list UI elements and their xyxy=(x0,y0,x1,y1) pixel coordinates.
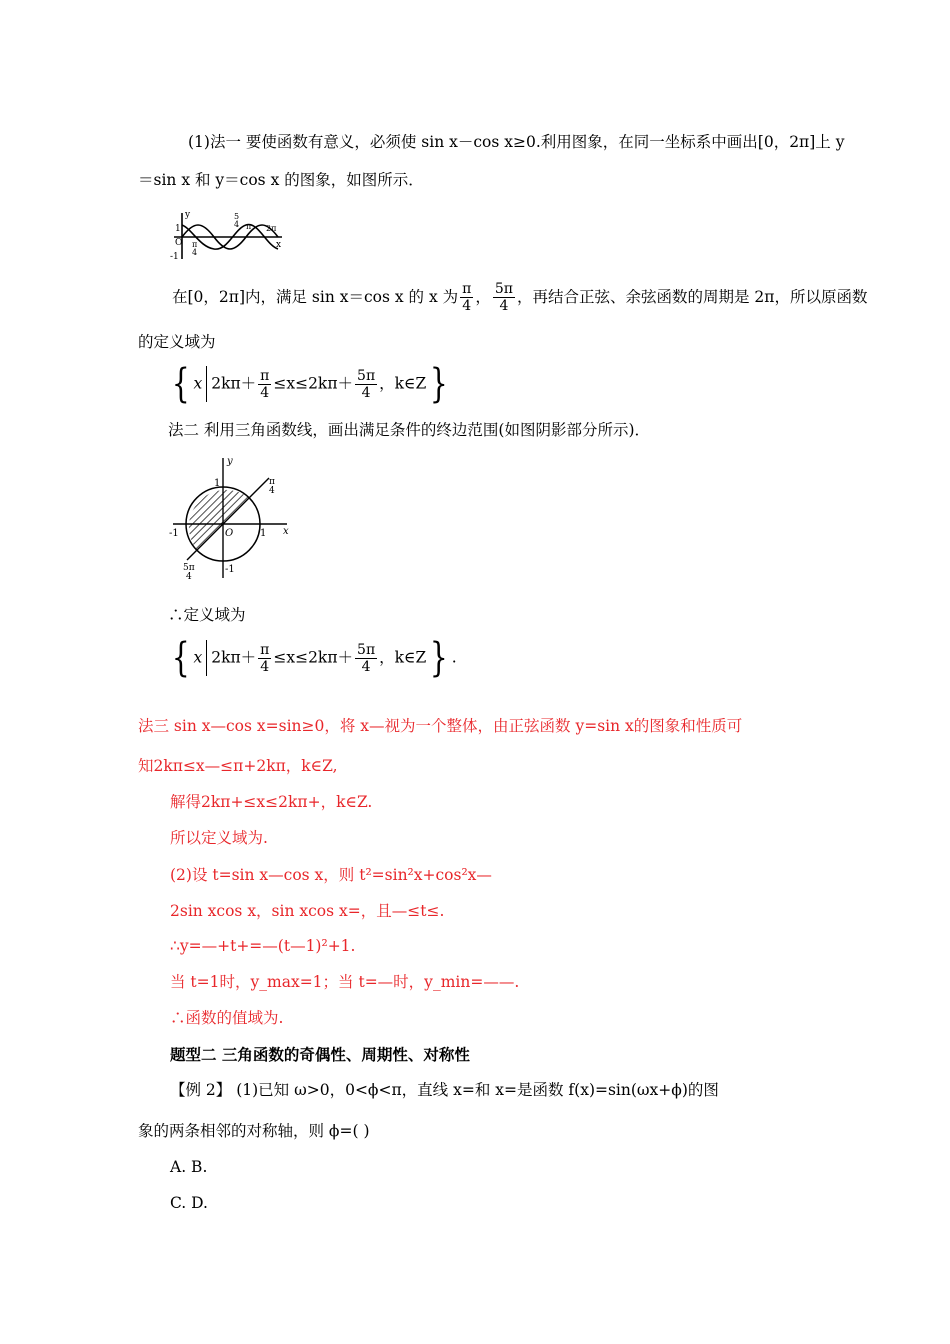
svg-text:-1: -1 xyxy=(169,528,179,539)
part-2-line-3: ∴y=—+t+=—(t—1)²+1. xyxy=(170,937,356,955)
svg-text:4: 4 xyxy=(269,486,275,496)
method-3-line-4: 所以定义域为. xyxy=(170,829,268,847)
section-heading: 题型二 三角函数的奇偶性、周期性、对称性 xyxy=(170,1045,470,1064)
fraction-5pi-4: $\frac{5\pi}{4}$ xyxy=(494,281,513,314)
part-2-line-5: ∴函数的值域为. xyxy=(170,1009,284,1027)
domain-set-1: { x 2kπ＋ $\frac{\pi}{4}$ ≤x≤2kπ＋ $\frac{5\pi}{4}$ ，k∈Z} xyxy=(171,361,448,407)
method-3-line-1: 法三 sin x—cos x=sin≥0，将 x—视为一个整体，由正弦函数 y=sin x的图象和性质可 xyxy=(138,717,743,735)
svg-text:1: 1 xyxy=(260,528,267,539)
label-minus-one: -1 xyxy=(170,252,179,262)
unit-circle-figure xyxy=(165,452,300,584)
method-2-text: 法二 利用三角函数线，画出满足条件的终边范围(如图阴影部分所示)． xyxy=(168,421,651,439)
example-2-line-1: 【例 2】 (1)已知 ω>0，0<ϕ<π，直线 x=和 x=是函数 f(x)=sin(ωx+ϕ)的图 xyxy=(170,1081,719,1099)
label-y: y xyxy=(185,210,191,220)
svg-text:4: 4 xyxy=(186,572,192,582)
label-x: x xyxy=(276,240,282,250)
part-2-line-2: 2sin xcos x，sin xcos x=，且—≤t≤. xyxy=(170,902,445,920)
fraction-pi-4: $\frac{\pi}{4}$ xyxy=(462,281,472,314)
domain-set-2: { x 2kπ＋ $\frac{\pi}{4}$ ≤x≤2kπ＋ $\frac{5\pi}{4}$ ，k∈Z} . xyxy=(171,635,457,681)
svg-text:5π: 5π xyxy=(183,563,195,573)
shaded-region xyxy=(189,490,249,550)
label-pi-b: π xyxy=(246,222,252,231)
para-2-post: ，再结合正弦、余弦函数的周期是 2π，所以原函数 xyxy=(516,287,868,306)
label-pi: π xyxy=(192,240,198,249)
label-four: 4 xyxy=(192,248,198,257)
svg-text:-1: -1 xyxy=(225,564,235,575)
choices-c-d: C. D. xyxy=(170,1194,208,1212)
method-3-line-2: 知2kπ≤x—≤π+2kπ，k∈Z, xyxy=(138,757,338,775)
svg-text:y: y xyxy=(227,456,233,467)
sin-cos-graph-figure xyxy=(168,207,288,263)
label-one: 1 xyxy=(175,224,181,234)
para-1-line-1: (1)法一 要使函数有意义，必须使 sin x－cos x≥0.利用图象，在同一坐标系中画出[0，2π]上 y xyxy=(188,133,845,151)
svg-text:1: 1 xyxy=(214,478,221,489)
svg-text:O: O xyxy=(225,528,234,539)
label-five: 5 xyxy=(234,212,240,221)
svg-text:x: x xyxy=(283,526,289,537)
label-four-b: 4 xyxy=(234,220,240,229)
choices-a-b: A. B. xyxy=(170,1158,208,1176)
svg-text:π: π xyxy=(269,477,275,487)
part-2-line-1: (2)设 t=sin x—cos x，则 t²=sin²x+cos²x— xyxy=(170,866,492,884)
para-1-line-2: ＝sin x 和 y＝cos x 的图象，如图所示． xyxy=(138,171,424,189)
domain-intro-2: ∴定义域为 xyxy=(168,606,246,624)
part-2-line-4: 当 t=1时，y_max=1；当 t=—时，y_min=——. xyxy=(170,973,520,991)
para-2-line-1: 在[0，2π]内，满足 sin x＝cos x 的 x 为 $\frac{\pi}{4}$ ， $\frac{5\pi}{4}$ ，再结合正弦、余弦函数的周期是 2π，所以原函数 xyxy=(172,281,868,314)
label-two-pi: 2π xyxy=(266,224,277,233)
method-3-line-3: 解得2kπ+≤x≤2kπ+，k∈Z. xyxy=(170,793,373,811)
para-2-line-2: 的定义域为 xyxy=(138,333,216,351)
example-2-line-2: 象的两条相邻的对称轴，则 ϕ=( ) xyxy=(138,1122,370,1140)
label-origin: O xyxy=(175,238,183,248)
para-2-pre: 在[0，2π]内，满足 sin x＝cos x 的 x 为 xyxy=(172,287,459,306)
